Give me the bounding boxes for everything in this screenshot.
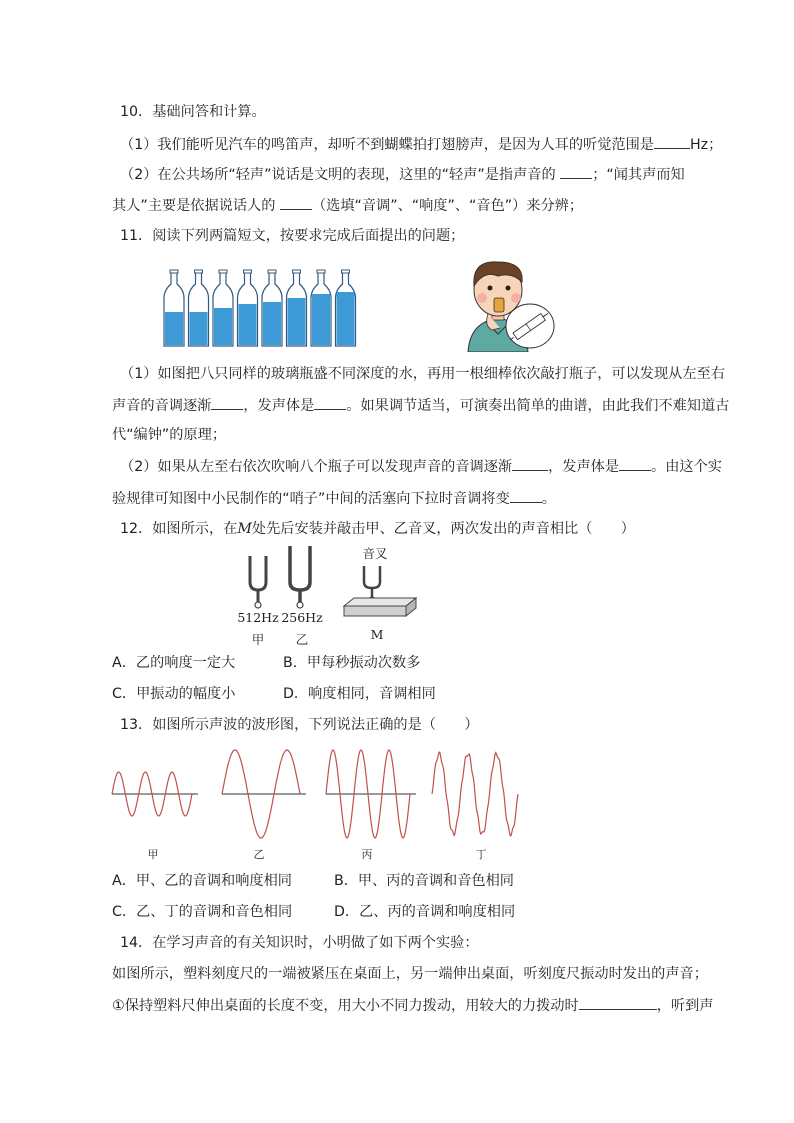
answer-blank[interactable] bbox=[314, 395, 346, 410]
fork-jia-label: 甲 bbox=[251, 632, 265, 647]
answer-blank[interactable] bbox=[510, 488, 542, 503]
q11-part2-cont: 验规律可知图中小民制作的“哨子”中间的活塞向下拉时音调将变 。 bbox=[112, 488, 556, 509]
water-level bbox=[190, 312, 208, 345]
water-level bbox=[239, 304, 257, 345]
q12-option-a[interactable]: A．乙的响度一定大 bbox=[112, 655, 236, 671]
q10-part2: （2）在公共场所“轻声”说话是文明的表现，这里的“轻声”是指声音的 ；“闻其声而知 bbox=[120, 164, 685, 185]
q11-part1-cont: 声音的音调逐渐 ，发声体是 。如果调节适当，可演奏出简单的曲谱，由此我们不难知道古 bbox=[112, 395, 729, 416]
base-m-label: M bbox=[370, 627, 384, 642]
wave-label-ding: 丁 bbox=[475, 848, 487, 861]
bottles-figure bbox=[160, 268, 360, 348]
q12-title: 12．如图所示，在M处先后安装并敲击甲、乙音叉，两次发出的声音相比（ ） bbox=[120, 521, 635, 537]
q12-option-c[interactable]: C．甲振动的幅度小 bbox=[112, 686, 236, 702]
waveforms-figure bbox=[110, 748, 530, 844]
q11-part2: （2）如果从左至右依次吹响八个瓶子可以发现声音的音调逐渐 ，发声体是 。由这个实 bbox=[120, 456, 722, 477]
q13-title: 13．如图所示声波的波形图，下列说法正确的是（ ） bbox=[120, 717, 479, 733]
boy-whistle-figure bbox=[448, 252, 558, 352]
answer-blank[interactable] bbox=[654, 134, 690, 149]
q11-title: 11．阅读下列两篇短文，按要求完成后面提出的问题； bbox=[120, 228, 465, 244]
glass-bottle bbox=[238, 270, 258, 346]
q12-option-d[interactable]: D．响度相同，音调相同 bbox=[283, 686, 436, 702]
glass-bottle bbox=[287, 270, 307, 346]
answer-blank[interactable] bbox=[211, 395, 243, 410]
glass-bottle bbox=[262, 270, 282, 346]
tuning-fork-yi bbox=[280, 544, 320, 610]
glass-bottle bbox=[164, 270, 184, 346]
water-level bbox=[214, 308, 232, 345]
answer-blank[interactable] bbox=[280, 195, 312, 210]
fork-jia-frequency: 512Hz bbox=[237, 610, 279, 625]
q11-part1: （1）如图把八只同样的玻璃瓶盛不同深度的水，再用一根细棒依次敲打瓶子，可以发现从左至右 bbox=[120, 366, 725, 382]
q13-option-a[interactable]: A．甲、乙的音调和响度相同 bbox=[112, 873, 292, 889]
answer-blank[interactable] bbox=[512, 456, 548, 471]
water-level bbox=[165, 312, 183, 345]
q14-paragraph: 如图所示，塑料刻度尺的一端被紧压在桌面上，另一端伸出桌面，听刻度尺振动时发出的声音； bbox=[112, 966, 708, 982]
water-level bbox=[288, 298, 306, 345]
water-level bbox=[312, 294, 330, 345]
answer-blank[interactable] bbox=[619, 456, 651, 471]
q13-option-b[interactable]: B．甲、丙的音调和音色相同 bbox=[334, 873, 514, 889]
tuning-fork-jia bbox=[238, 552, 278, 610]
q10-title: 10．基础问答和计算。 bbox=[120, 104, 266, 120]
water-level bbox=[263, 302, 281, 345]
q13-option-c[interactable]: C．乙、丁的音调和音色相同 bbox=[112, 904, 293, 920]
q12-option-b[interactable]: B．甲每秒振动次数多 bbox=[283, 655, 421, 671]
q11-part1-end: 代“编钟”的原理； bbox=[112, 427, 227, 443]
wave-ding bbox=[432, 752, 518, 836]
wave-label-yi: 乙 bbox=[253, 848, 265, 861]
q10-part3: 其人”主要是依据说话人的 （选填“音调”、“响度”、“音色”）来分辨； bbox=[112, 195, 583, 216]
q10-part1: （1）我们能听见汽车的鸣笛声，却听不到蝴蝶拍打翅膀声，是因为人耳的听觉范围是 Hz； bbox=[120, 134, 722, 155]
tuning-fork-on-base-m bbox=[340, 562, 420, 626]
water-level bbox=[337, 292, 355, 345]
wave-label-bing: 丙 bbox=[361, 848, 373, 861]
q14-item-1: ①保持塑料尺伸出桌面的长度不变，用大小不同力拨动，用较大的力拨动时 ，听到声 bbox=[112, 995, 714, 1016]
answer-blank[interactable] bbox=[579, 995, 657, 1010]
q13-option-d[interactable]: D．乙、丙的音调和响度相同 bbox=[334, 904, 516, 920]
answer-blank[interactable] bbox=[560, 164, 592, 179]
glass-bottle bbox=[311, 270, 331, 346]
q14-title: 14．在学习声音的有关知识时，小明做了如下两个实验： bbox=[120, 935, 479, 951]
glass-bottle bbox=[336, 270, 356, 346]
glass-bottle bbox=[189, 270, 209, 346]
fork-yi-label: 乙 bbox=[295, 632, 309, 647]
glass-bottle bbox=[213, 270, 233, 346]
fork-yi-frequency: 256Hz bbox=[281, 610, 323, 625]
wave-label-jia: 甲 bbox=[147, 848, 159, 861]
tuning-fork-label: 音叉 bbox=[362, 546, 388, 561]
